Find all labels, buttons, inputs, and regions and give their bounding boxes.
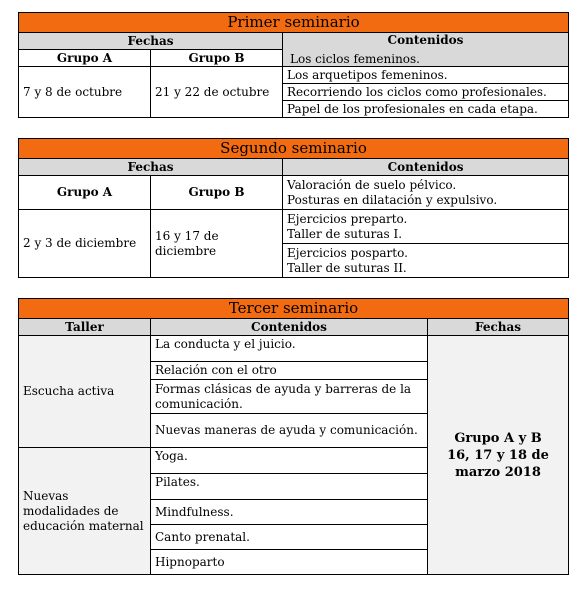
segundo-seminario-table [18, 138, 569, 278]
content-cell [283, 176, 569, 210]
fecha-line: Grupo A y B [454, 430, 542, 446]
content-cell: Mindfulness. [151, 500, 428, 525]
fechas-header: Fechas [428, 319, 569, 336]
date-b-cell: 21 y 22 de octubre [151, 67, 283, 118]
primer-seminario-title: Primer seminario [19, 13, 569, 33]
content-cell [283, 210, 569, 244]
content-cell [283, 244, 569, 278]
content-line: Taller de suturas I. [287, 226, 403, 241]
content-cell-first: Los ciclos femeninos. [290, 52, 420, 66]
content-cell: Canto prenatal. [151, 525, 428, 550]
content-line: Valoración de suelo pélvico. [287, 177, 457, 192]
tercer-seminario-title: Tercer seminario [19, 299, 569, 319]
fechas-header: Fechas [19, 159, 283, 176]
tercer-seminario-table [18, 298, 569, 575]
content-cell: Nuevas maneras de ayuda y comunicación. [151, 414, 428, 448]
fechas-cell [428, 336, 569, 575]
content-line: Taller de suturas II. [287, 260, 407, 275]
content-cell: Relación con el otro [151, 362, 428, 380]
contenidos-header: Contenidos [151, 319, 428, 336]
content-cell: Papel de los profesionales en cada etapa. [283, 101, 569, 118]
grupo-a-header: Grupo A [19, 176, 151, 210]
date-a-cell: 2 y 3 de diciembre [19, 210, 151, 278]
taller-escucha-cell: Escucha activa [19, 336, 151, 448]
content-cell: Pilates. [151, 474, 428, 500]
content-cell: Formas clásicas de ayuda y barreras de la comunicación. [151, 380, 428, 414]
segundo-seminario-title: Segundo seminario [19, 139, 569, 159]
date-a-cell: 7 y 8 de octubre [19, 67, 151, 118]
content-cell: Hipnoparto [151, 550, 428, 575]
contenidos-header: Contenidos [283, 33, 569, 67]
date-b-cell: 16 y 17 de diciembre [151, 210, 283, 278]
content-cell: Recorriendo los ciclos como profesionales. [283, 84, 569, 101]
grupo-b-header: Grupo B [151, 50, 283, 67]
content-line: Ejercicios posparto. [287, 245, 408, 260]
fecha-line: 16, 17 y 18 de marzo 2018 [447, 447, 549, 480]
grupo-b-header: Grupo B [151, 176, 283, 210]
taller-header: Taller [19, 319, 151, 336]
grupo-a-header: Grupo A [19, 50, 151, 67]
content-line: Ejercicios preparto. [287, 211, 408, 226]
taller-nuevas-cell: Nuevas modalidades de educación maternal [19, 448, 151, 575]
fechas-header: Fechas [19, 33, 283, 50]
content-cell: Los arquetipos femeninos. [283, 67, 569, 84]
content-cell: Yoga. [151, 448, 428, 474]
content-cell: La conducta y el juicio. [151, 336, 428, 362]
content-line: Posturas en dilatación y expulsivo. [287, 192, 498, 207]
contenidos-header: Contenidos [283, 159, 569, 176]
